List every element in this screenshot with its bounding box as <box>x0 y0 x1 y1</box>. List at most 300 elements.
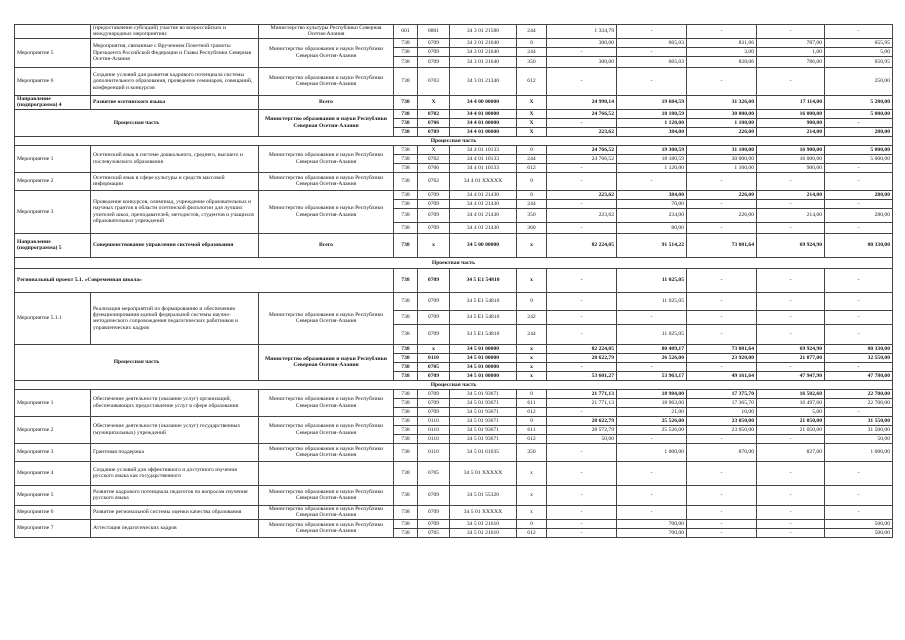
table-row <box>15 292 893 310</box>
table-cell: 601 <box>394 25 418 39</box>
table-cell: 18 984,00 <box>617 389 687 398</box>
table-cell: Мероприятие 7 <box>15 519 91 537</box>
table-cell: 17 365,70 <box>687 398 757 407</box>
table-cell: 0709 <box>418 127 450 136</box>
table-cell: 738 <box>394 416 418 425</box>
table-cell: 0 <box>517 38 547 47</box>
table-cell: 280,00 <box>825 127 893 136</box>
table-cell: Создание условий для эффективного и доступного изучения русского языка как государственного <box>91 461 259 485</box>
table-cell <box>15 25 91 39</box>
table-cell: 24 990,14 <box>547 95 617 109</box>
table-cell: 16 000,00 <box>757 154 825 163</box>
table-cell: - <box>757 310 825 324</box>
table-cell: 73 081,64 <box>687 344 757 353</box>
table-cell: Реализация мероприятий по формированию и обеспечению функционирования единой федеральной системы научно-методического сопровождения педагогических работников и управленческих кадров <box>91 292 259 344</box>
table-cell: 82 224,05 <box>547 233 617 257</box>
table-cell: Министерство культуры Республики Северная Осетия-Алания <box>259 25 394 39</box>
table-cell: 16 497,60 <box>757 398 825 407</box>
table-cell: - <box>687 310 757 324</box>
table-cell: Х <box>418 145 450 154</box>
table-cell: Мероприятие 2 <box>15 172 91 190</box>
table-cell: - <box>687 199 757 208</box>
table-cell: 0709 <box>418 371 450 380</box>
table-cell: 900,00 <box>757 163 825 172</box>
table-cell: 26 526,00 <box>617 353 687 362</box>
table-cell: 0709 <box>418 208 450 222</box>
table-cell: 34 5 01 61035 <box>450 443 517 461</box>
table-cell: Мероприятие 3 <box>15 190 91 233</box>
table-cell: 19 684,59 <box>617 95 687 109</box>
table-cell: 214,00 <box>757 190 825 199</box>
table-cell: - <box>825 407 893 416</box>
table-cell: 1 100,00 <box>687 118 757 127</box>
table-cell: 34 4 01 00000 <box>450 109 517 118</box>
table-cell: 350 <box>517 208 547 222</box>
table-cell: - <box>547 407 617 416</box>
table-cell: 91 514,22 <box>617 233 687 257</box>
table-cell: Министерство образования и науки Республики Северная Осетия-Алания <box>259 505 394 519</box>
table-cell: 16 900,00 <box>757 145 825 154</box>
table-cell: х <box>517 233 547 257</box>
table-cell: 53 963,17 <box>617 371 687 380</box>
table-row <box>15 380 893 389</box>
table-cell: 244 <box>517 154 547 163</box>
table-cell: 738 <box>394 233 418 257</box>
table-cell: 34 4 01 21430 <box>450 190 517 199</box>
table-cell: - <box>687 67 757 95</box>
table-cell: - <box>687 222 757 233</box>
table-cell: - <box>617 505 687 519</box>
table-cell: 34 5 E1 54810 <box>450 310 517 324</box>
table-cell: 22 700,00 <box>825 398 893 407</box>
table-cell: Министерство образования и науки Республики Северная Осетия-Алания <box>259 389 394 416</box>
table-cell: 280,00 <box>825 208 893 222</box>
table-cell: - <box>617 25 687 39</box>
table-cell: - <box>757 528 825 537</box>
table-cell: 738 <box>394 528 418 537</box>
table-cell: 611 <box>517 398 547 407</box>
table-cell: 23 050,00 <box>687 425 757 434</box>
table-cell: 700,00 <box>617 519 687 528</box>
table-cell: - <box>825 199 893 208</box>
table-cell: - <box>757 199 825 208</box>
table-cell: 0 <box>517 172 547 190</box>
table-cell: 738 <box>394 398 418 407</box>
table-cell: Всего <box>259 233 394 257</box>
table-cell: 280,00 <box>825 190 893 199</box>
table-cell: х <box>517 268 547 292</box>
table-cell: 0705 <box>418 461 450 485</box>
table-cell: 242 <box>517 310 547 324</box>
table-cell: - <box>547 324 617 344</box>
table-row <box>15 136 893 145</box>
table-cell: Осетинский язык в системе дошкольного, среднего, высшего и послевузовского образования <box>91 145 259 172</box>
table-cell: 738 <box>394 344 418 353</box>
table-cell: - <box>547 47 617 56</box>
table-cell: - <box>547 67 617 95</box>
table-cell: - <box>617 461 687 485</box>
table-cell: - <box>825 505 893 519</box>
table-cell: Всего <box>259 95 394 109</box>
table-cell: х <box>517 371 547 380</box>
table-cell: Развитие кадрового потенциала педагогов по вопросам изучения русского языка <box>91 485 259 505</box>
table-cell: (предоставление субсидий) участие во всероссийских и международных мероприятиях <box>91 25 259 39</box>
table-cell: Мероприятие 1 <box>15 389 91 416</box>
table-cell: 0709 <box>418 38 450 47</box>
table-cell: 738 <box>394 505 418 519</box>
table-row <box>15 519 893 528</box>
table-cell: 0110 <box>418 353 450 362</box>
table-cell: 0705 <box>418 362 450 371</box>
table-cell: 1 120,00 <box>617 118 687 127</box>
table-cell: - <box>757 268 825 292</box>
table-cell: - <box>547 222 617 233</box>
table-cell: 0 <box>517 145 547 154</box>
table-cell: Направление (подпрограмма) 4 <box>15 95 91 109</box>
table-cell: - <box>757 461 825 485</box>
table-cell: х <box>517 344 547 353</box>
table-cell: 738 <box>394 56 418 67</box>
table-cell: 1 000,00 <box>617 443 687 461</box>
table-cell: - <box>687 172 757 190</box>
table-cell: 0709 <box>418 398 450 407</box>
table-cell: 0110 <box>418 416 450 425</box>
table-cell: - <box>757 25 825 39</box>
table-cell: Процессная часть <box>15 344 259 380</box>
table-cell: 50,00 <box>547 434 617 443</box>
table-cell: Министерство образования и науки Республики Северная Осетия-Алания <box>259 443 394 461</box>
table-cell: - <box>687 505 757 519</box>
table-cell: 831,06 <box>687 38 757 47</box>
table-cell: 34 5 01 21610 <box>450 519 517 528</box>
table-cell: - <box>825 485 893 505</box>
table-cell: 34 5 E1 54810 <box>450 324 517 344</box>
table-cell: 0709 <box>418 505 450 519</box>
table-cell: 49 161,64 <box>687 371 757 380</box>
table-cell: 700,00 <box>617 528 687 537</box>
table-cell: 0702 <box>418 172 450 190</box>
table-cell: 21 050,00 <box>757 425 825 434</box>
table-row <box>15 389 893 398</box>
table-cell: 738 <box>394 371 418 380</box>
table-cell: 612 <box>517 434 547 443</box>
table-cell: - <box>687 292 757 310</box>
table-cell: 0 <box>517 292 547 310</box>
table-cell: 34 4 01 21430 <box>450 222 517 233</box>
table-cell: 19 300,59 <box>617 145 687 154</box>
table-cell: 738 <box>394 434 418 443</box>
table-cell: - <box>825 268 893 292</box>
table-cell: 5 000,00 <box>825 109 893 118</box>
table-row <box>15 190 893 199</box>
table-cell: 34 5 01 00000 <box>450 371 517 380</box>
table-cell: 612 <box>517 67 547 95</box>
table-cell: - <box>687 485 757 505</box>
table-cell: 32 550,00 <box>825 353 893 362</box>
table-cell: 0709 <box>418 407 450 416</box>
table-cell: Процессная часть <box>15 380 893 389</box>
table-cell: 34 5 01 93671 <box>450 416 517 425</box>
table-cell: 31 550,00 <box>825 416 893 425</box>
table-cell: 0110 <box>418 443 450 461</box>
table-cell: - <box>687 268 757 292</box>
table-cell: 0706 <box>418 163 450 172</box>
table-cell: 23 920,00 <box>687 353 757 362</box>
table-cell: - <box>687 528 757 537</box>
table-cell: - <box>617 67 687 95</box>
table-cell: Х <box>517 127 547 136</box>
table-cell: 34 4 01 XXXXX <box>450 172 517 190</box>
table-cell: 0709 <box>418 310 450 324</box>
table-cell: 244 <box>517 324 547 344</box>
table-cell: - <box>825 163 893 172</box>
table-cell: 53 601,27 <box>547 371 617 380</box>
table-cell: 738 <box>394 362 418 371</box>
table-cell: - <box>825 222 893 233</box>
table-cell: Министерство образования и науки Республики Северная Осетия-Алания <box>259 416 394 443</box>
table-cell: 612 <box>517 407 547 416</box>
table-cell: - <box>757 519 825 528</box>
table-cell: х <box>418 233 450 257</box>
table-cell: Мероприятие 6 <box>15 67 91 95</box>
table-cell: 226,00 <box>687 208 757 222</box>
table-cell: - <box>547 118 617 127</box>
table-row <box>15 344 893 353</box>
table-cell: - <box>547 461 617 485</box>
table-cell: 738 <box>394 67 418 95</box>
table-cell: Х <box>517 95 547 109</box>
table-cell: 738 <box>394 163 418 172</box>
table-cell: Создание условий для развития кадрового потенциала системы дополнительного образования, проведение семинаров, совещаний, конференций и конкурсов <box>91 67 259 95</box>
table-cell: 244 <box>517 25 547 39</box>
table-cell: 738 <box>394 461 418 485</box>
table-cell: - <box>757 434 825 443</box>
table-cell: 24 766,52 <box>547 145 617 154</box>
table-cell: Направление (подпрограмма) 5 <box>15 233 91 257</box>
table-cell: 0709 <box>418 190 450 199</box>
table-cell: 738 <box>394 292 418 310</box>
table-cell: Министерство образования и науки Республики Северная Осетия-Алания <box>259 519 394 537</box>
table-cell: 0709 <box>418 292 450 310</box>
table-cell: 738 <box>394 519 418 528</box>
table-cell: Мероприятие 1 <box>15 145 91 172</box>
table-row <box>15 257 893 268</box>
table-cell: 244 <box>517 47 547 56</box>
table-cell: 21 771,13 <box>547 398 617 407</box>
table-cell: 738 <box>394 353 418 362</box>
table-cell: 0709 <box>418 222 450 233</box>
table-cell: - <box>617 362 687 371</box>
table-cell: 360 <box>517 222 547 233</box>
table-cell: 34 3 01 21640 <box>450 47 517 56</box>
table-cell: 0 <box>517 389 547 398</box>
table-cell: - <box>825 362 893 371</box>
table-cell: 5 280,00 <box>825 95 893 109</box>
table-cell: 738 <box>394 95 418 109</box>
table-cell: 25 526,00 <box>617 416 687 425</box>
table-cell: - <box>825 461 893 485</box>
table-row <box>15 268 893 292</box>
table-cell: - <box>757 292 825 310</box>
table-cell: 34 5 01 93671 <box>450 425 517 434</box>
table-cell: Министерство образования и науки Республики Северная Осетия-Алания <box>259 172 394 190</box>
table-cell: Проведение конкурсов, олимпиад, учреждение образовательных и научных грантов в области осетинской филологии для лучших учителей школ, преподавателей, методистов, студентов и учащихся образовательных учреждений <box>91 190 259 233</box>
table-cell: 738 <box>394 485 418 505</box>
table-cell: 500,00 <box>825 528 893 537</box>
table-cell: 18 963,00 <box>617 398 687 407</box>
table-cell: - <box>757 485 825 505</box>
table-cell: 0110 <box>418 434 450 443</box>
table-cell: 24 766,52 <box>547 154 617 163</box>
table-cell: 870,00 <box>687 443 757 461</box>
table-cell: 226,00 <box>687 127 757 136</box>
table-cell: 17 375,70 <box>687 389 757 398</box>
table-cell: 738 <box>394 145 418 154</box>
table-cell: 34 5 01 93671 <box>450 398 517 407</box>
table-cell: Министерство образования и науки Республики Северная Осетия-Алания <box>259 292 394 344</box>
table-cell: - <box>687 362 757 371</box>
table-cell: х <box>517 353 547 362</box>
table-cell: 16 000,00 <box>757 109 825 118</box>
table-cell: Мероприятие 5 <box>15 38 91 67</box>
table-cell: 34 3 01 21340 <box>450 67 517 95</box>
table-body <box>15 25 893 538</box>
table-cell: - <box>547 292 617 310</box>
table-cell: 34 5 01 00000 <box>450 344 517 353</box>
table-cell: Региональный проект 5.1. «Современная школа» <box>15 268 394 292</box>
table-cell: 827,00 <box>757 443 825 461</box>
table-cell: 0709 <box>418 199 450 208</box>
table-cell: 350 <box>517 56 547 67</box>
table-cell: 34 5 01 21610 <box>450 528 517 537</box>
table-cell: 655,95 <box>825 38 893 47</box>
table-cell: 223,62 <box>547 208 617 222</box>
table-cell: 34 3 01 21640 <box>450 38 517 47</box>
table-cell: 30 000,00 <box>687 109 757 118</box>
table-cell: 69 924,90 <box>757 233 825 257</box>
table-cell: Министерство образования и науки Республики Северная Осетия-Алания <box>259 145 394 172</box>
table-cell: Осетинский язык в сфере культуры и средств массовой информации <box>91 172 259 190</box>
table-cell: Министерство образования и науки Республики Северная Осетия-Алания <box>259 485 394 505</box>
table-cell: 70,00 <box>617 199 687 208</box>
table-cell: - <box>825 118 893 127</box>
table-cell: 34 5 01 93671 <box>450 434 517 443</box>
table-cell: 384,00 <box>617 127 687 136</box>
table-cell: 34 4 01 10133 <box>450 163 517 172</box>
table-cell: 5,00 <box>757 407 825 416</box>
table-cell: х <box>517 505 547 519</box>
table-cell: 80 330,00 <box>825 233 893 257</box>
table-cell: 34 4 00 00000 <box>450 95 517 109</box>
table-cell: 0709 <box>418 268 450 292</box>
table-cell: 1,00 <box>757 47 825 56</box>
table-cell: - <box>757 222 825 233</box>
table-cell: Процессная часть <box>15 136 893 145</box>
table-row <box>15 67 893 95</box>
table-cell: 0702 <box>418 154 450 163</box>
table-cell: Аттестация педагогических кадров <box>91 519 259 537</box>
table-cell: 500,00 <box>825 519 893 528</box>
table-cell: 738 <box>394 443 418 461</box>
table-cell: 214,00 <box>757 127 825 136</box>
table-cell: - <box>687 324 757 344</box>
table-cell: 0709 <box>418 389 450 398</box>
table-cell: 34 4 01 10133 <box>450 145 517 154</box>
table-cell: Развитие региональной системы оценки качества образования <box>91 505 259 519</box>
table-cell: - <box>825 324 893 344</box>
table-cell: Х <box>418 95 450 109</box>
table-cell: - <box>547 172 617 190</box>
table-cell: Обеспечение деятельности (оказание услуг) организаций, обеспечивающих предоставление услуг в сфере образования <box>91 389 259 416</box>
table-cell: 0702 <box>418 109 450 118</box>
table-cell: - <box>825 172 893 190</box>
table-cell: 34 5 01 55320 <box>450 485 517 505</box>
table-cell: 0110 <box>418 425 450 434</box>
table-cell: 665,03 <box>617 56 687 67</box>
table-cell: 738 <box>394 47 418 56</box>
table-cell: 69 924,90 <box>757 344 825 353</box>
table-row <box>15 461 893 485</box>
table-cell: Мероприятие 3 <box>15 443 91 461</box>
table-cell: 234,00 <box>617 208 687 222</box>
table-cell: 250,00 <box>825 67 893 95</box>
table-cell: 828,06 <box>687 56 757 67</box>
table-cell: Мероприятие 5.1.1 <box>15 292 91 344</box>
table-cell: - <box>547 199 617 208</box>
table-cell <box>259 461 394 485</box>
table-cell: 34 4 01 00000 <box>450 118 517 127</box>
table-cell: 0709 <box>418 485 450 505</box>
table-cell: 612 <box>517 163 547 172</box>
table-cell: 21,00 <box>617 407 687 416</box>
table-cell: х <box>517 362 547 371</box>
budget-table <box>14 24 893 538</box>
table-cell: Министерство образования и науки Республики Северная Осетия-Алания <box>259 190 394 233</box>
table-row <box>15 416 893 425</box>
table-cell: 23 050,00 <box>687 416 757 425</box>
table-cell: 31 500,00 <box>825 425 893 434</box>
table-cell: Грантовая поддержка <box>91 443 259 461</box>
table-cell: - <box>617 434 687 443</box>
table-cell: 82 224,05 <box>547 344 617 353</box>
table-cell: х <box>418 344 450 353</box>
table-cell: - <box>547 362 617 371</box>
table-cell: 738 <box>394 268 418 292</box>
table-cell: - <box>687 434 757 443</box>
table-cell: 0709 <box>418 324 450 344</box>
table-cell: 1 334,79 <box>547 25 617 39</box>
table-cell: 47 947,90 <box>757 371 825 380</box>
table-cell: 650,95 <box>825 56 893 67</box>
table-cell: - <box>547 528 617 537</box>
table-cell: Проектная часть <box>15 257 893 268</box>
table-cell: 11 025,05 <box>617 324 687 344</box>
table-cell: 1 000,00 <box>825 443 893 461</box>
table-cell: 0705 <box>418 528 450 537</box>
table-cell: Процессная часть <box>15 109 259 136</box>
table-cell: Развитие осетинского языка <box>91 95 259 109</box>
table-cell: 738 <box>394 172 418 190</box>
table-cell: 738 <box>394 389 418 398</box>
table-cell: 34 3 01 21640 <box>450 56 517 67</box>
table-cell: 31 100,00 <box>687 145 757 154</box>
table-cell: - <box>687 461 757 485</box>
table-cell: 300,00 <box>547 38 617 47</box>
table-cell: 34 4 01 21430 <box>450 208 517 222</box>
table-cell: Мероприятие 4 <box>15 461 91 485</box>
table-cell: 18 180,59 <box>617 154 687 163</box>
table-cell: 30 000,00 <box>687 154 757 163</box>
